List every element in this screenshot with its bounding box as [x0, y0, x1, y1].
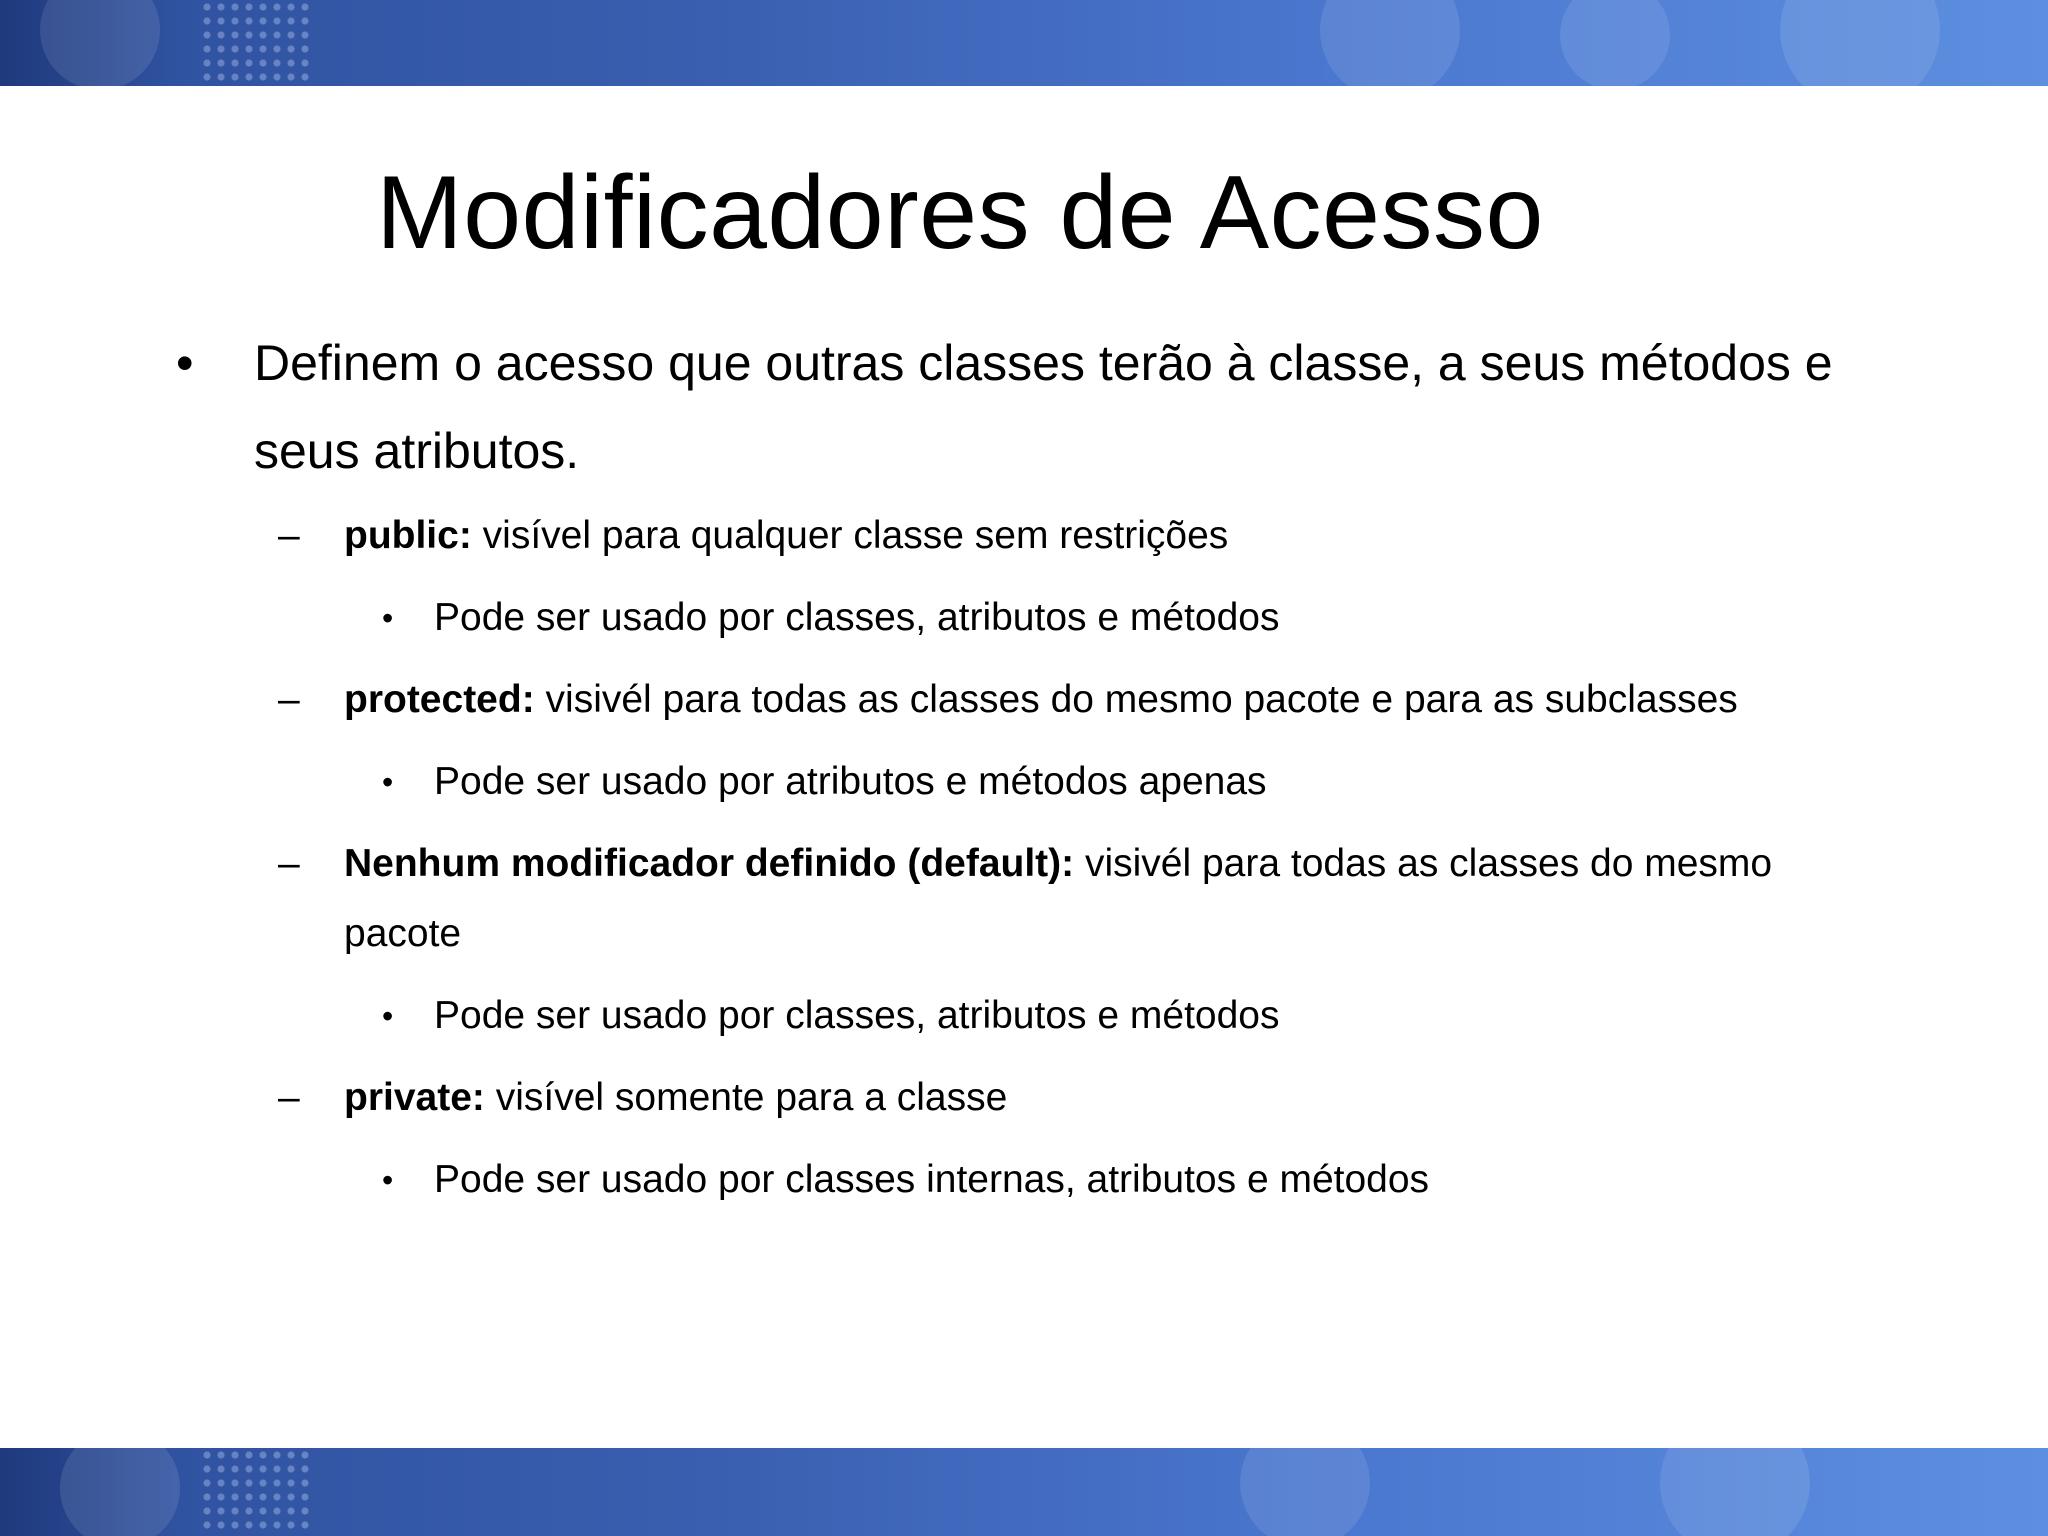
dot-marker: •	[382, 1162, 394, 1198]
slide-title: Modificadores de Acesso	[376, 155, 1544, 271]
modifier-item-default	[344, 828, 1772, 900]
bullet-text-line-1: Definem o acesso que outras classes terão à classe, a seus métodos e	[254, 335, 1833, 391]
bubble-decoration	[60, 1448, 180, 1536]
dot-marker: •	[382, 600, 394, 636]
dash-marker: –	[278, 514, 300, 557]
modifier-sub-item: Pode ser usado por classes, atributos e métodos	[434, 994, 1280, 1037]
modifier-description: visível para qualquer classe sem restrições	[471, 514, 1229, 557]
dash-marker: –	[278, 1076, 300, 1119]
modifier-description: visível somente para a classe	[484, 1076, 1008, 1119]
bubble-decoration	[1240, 1448, 1370, 1536]
modifier-description: visivél para todas as classes do mesmo pacote e para as subclasses	[534, 678, 1738, 721]
header-band	[0, 0, 2048, 86]
dot-marker: •	[382, 764, 394, 800]
dot-pattern	[200, 0, 310, 86]
dash-marker: –	[278, 678, 300, 721]
modifier-keyword: protected:	[344, 678, 535, 721]
bullet-marker: •	[176, 335, 194, 391]
bubble-decoration	[1320, 0, 1460, 86]
bullet-text-line-2: seus atributos.	[254, 423, 580, 479]
dot-marker: •	[382, 998, 394, 1034]
modifier-description: visivél para todas as classes do mesmo	[1074, 842, 1773, 885]
modifier-sub-item: Pode ser usado por atributos e métodos apenas	[434, 760, 1267, 803]
modifier-item-public	[344, 500, 1228, 572]
dash-marker: –	[278, 842, 300, 885]
modifier-item-private	[344, 1062, 1007, 1134]
modifier-keyword: Nenhum modificador definido (default):	[344, 842, 1075, 885]
footer-band	[0, 1448, 2048, 1536]
modifier-description-continuation: pacote	[344, 912, 462, 955]
bubble-decoration	[1560, 0, 1670, 86]
bubble-decoration	[1660, 1448, 1810, 1536]
modifier-sub-item: Pode ser usado por classes, atributos e métodos	[434, 596, 1280, 639]
bubble-decoration	[1780, 0, 1940, 86]
dot-pattern	[200, 1448, 310, 1534]
modifier-keyword: public:	[344, 514, 472, 557]
modifier-keyword: private:	[344, 1076, 485, 1119]
modifier-item-protected	[344, 664, 1738, 736]
modifier-sub-item: Pode ser usado por classes internas, atributos e métodos	[434, 1158, 1430, 1201]
